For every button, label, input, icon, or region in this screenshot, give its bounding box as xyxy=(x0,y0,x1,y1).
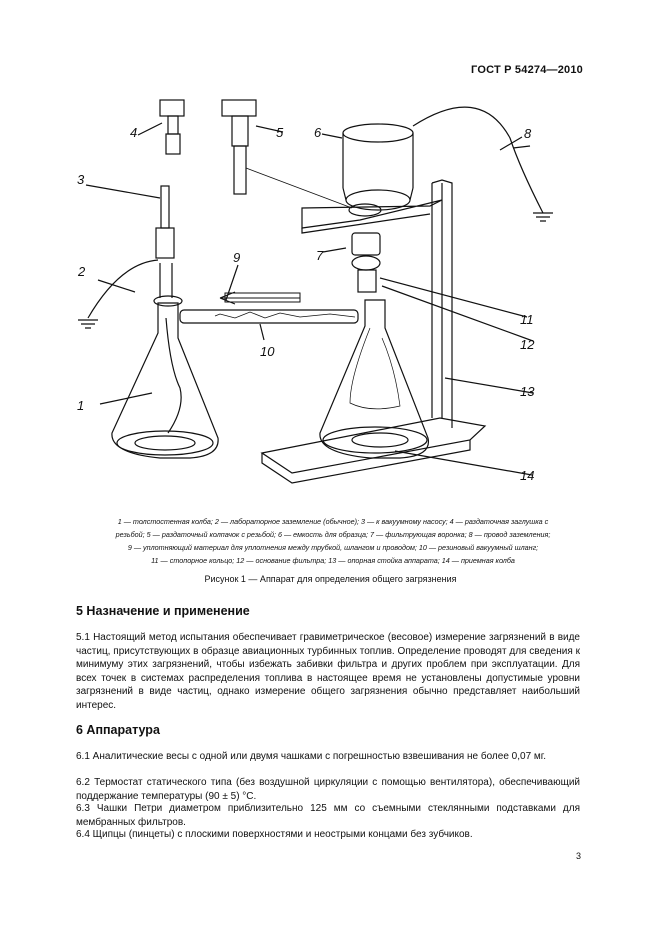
label-13: 13 xyxy=(520,384,535,399)
label-12: 12 xyxy=(520,337,535,352)
tube xyxy=(180,292,358,323)
section-5-paragraph: 5.1 Настоящий метод испытания обеспечивает гравиметрическое (весовое) измерение загрязнений в виде частиц, присутствующих в образце авиационных турбинных топлив. Определение проводят для сведения к минимуму этих загрязнений, чтобы избежать забивки фильтра и других проблем при эксплуатации. Для всех точек в системах распределения топлива в настоящее время не установлены допустимые уровни загрязнений в виде частиц, однако измерение общего загрязнения обычно представляет наибольший интерес. xyxy=(76,632,580,711)
legend-line: резьбой; 5 — раздаточный колпачок с резьбой; 6 — емкость для образца; 7 — фильтрующая воронка; 8 — провод заземления; xyxy=(115,530,551,539)
section-6-title: 6 Аппаратура xyxy=(76,723,160,737)
left-flask xyxy=(112,186,218,458)
figure-legend xyxy=(48,515,618,567)
figure-caption: Рисунок 1 — Аппарат для определения общего загрязнения xyxy=(204,574,457,584)
section-6-paragraph-3: 6.3 Чашки Петри диаметром приблизительно 125 мм со съемными стеклянными подставками для мембранных фильтров. xyxy=(76,803,580,828)
label-2: 2 xyxy=(78,264,86,279)
label-3: 3 xyxy=(77,172,85,187)
label-8: 8 xyxy=(524,126,532,141)
legend-line: 1 — толстостенная колба; 2 — лабораторное заземление (обычное); 3 — к вакуумному насосу; 4 — раздаточная заглушка с xyxy=(117,517,549,526)
section-6-paragraph-2: 6.2 Термостат статического типа (без воздушной циркуляции с помощью вентилятора), обеспечивающий поддержание температуры (90 ± 5) °С. xyxy=(76,777,580,802)
label-6: 6 xyxy=(314,125,322,140)
figure-callouts xyxy=(77,125,535,483)
section-6-paragraph-4: 6.4 Щипцы (пинцеты) с плоскими поверхностями и неострыми концами без зубчиков. xyxy=(76,829,473,840)
section-5-title: 5 Назначение и применение xyxy=(76,604,250,618)
label-14: 14 xyxy=(520,468,535,483)
label-9: 9 xyxy=(233,250,241,265)
apparatus-figure xyxy=(40,88,620,508)
label-10: 10 xyxy=(260,344,275,359)
right-flask xyxy=(320,300,429,458)
label-1: 1 xyxy=(77,398,85,413)
standard-header: ГОСТ Р 54274—2010 xyxy=(471,64,583,76)
label-7: 7 xyxy=(316,248,324,263)
section-6-paragraph-1: 6.1 Аналитические весы с одной или двумя чашками с погрешностью взвешивания не более 0,07 мг. xyxy=(76,751,546,762)
page-number: 3 xyxy=(575,851,581,861)
legend-line: 9 — уплотняющий материал для уплотнения между трубкой, шлангом и проводом; 10 — резиновый вакуумный шланг; xyxy=(127,543,539,552)
sample-vessel xyxy=(343,124,413,216)
label-4: 4 xyxy=(130,125,138,140)
label-11: 11 xyxy=(520,312,534,327)
legend-line: 11 — стопорное кольцо; 12 — основание фильтра; 13 — опорная стойка аппарата; 14 — приемная колба xyxy=(151,556,515,565)
label-5: 5 xyxy=(276,125,284,140)
